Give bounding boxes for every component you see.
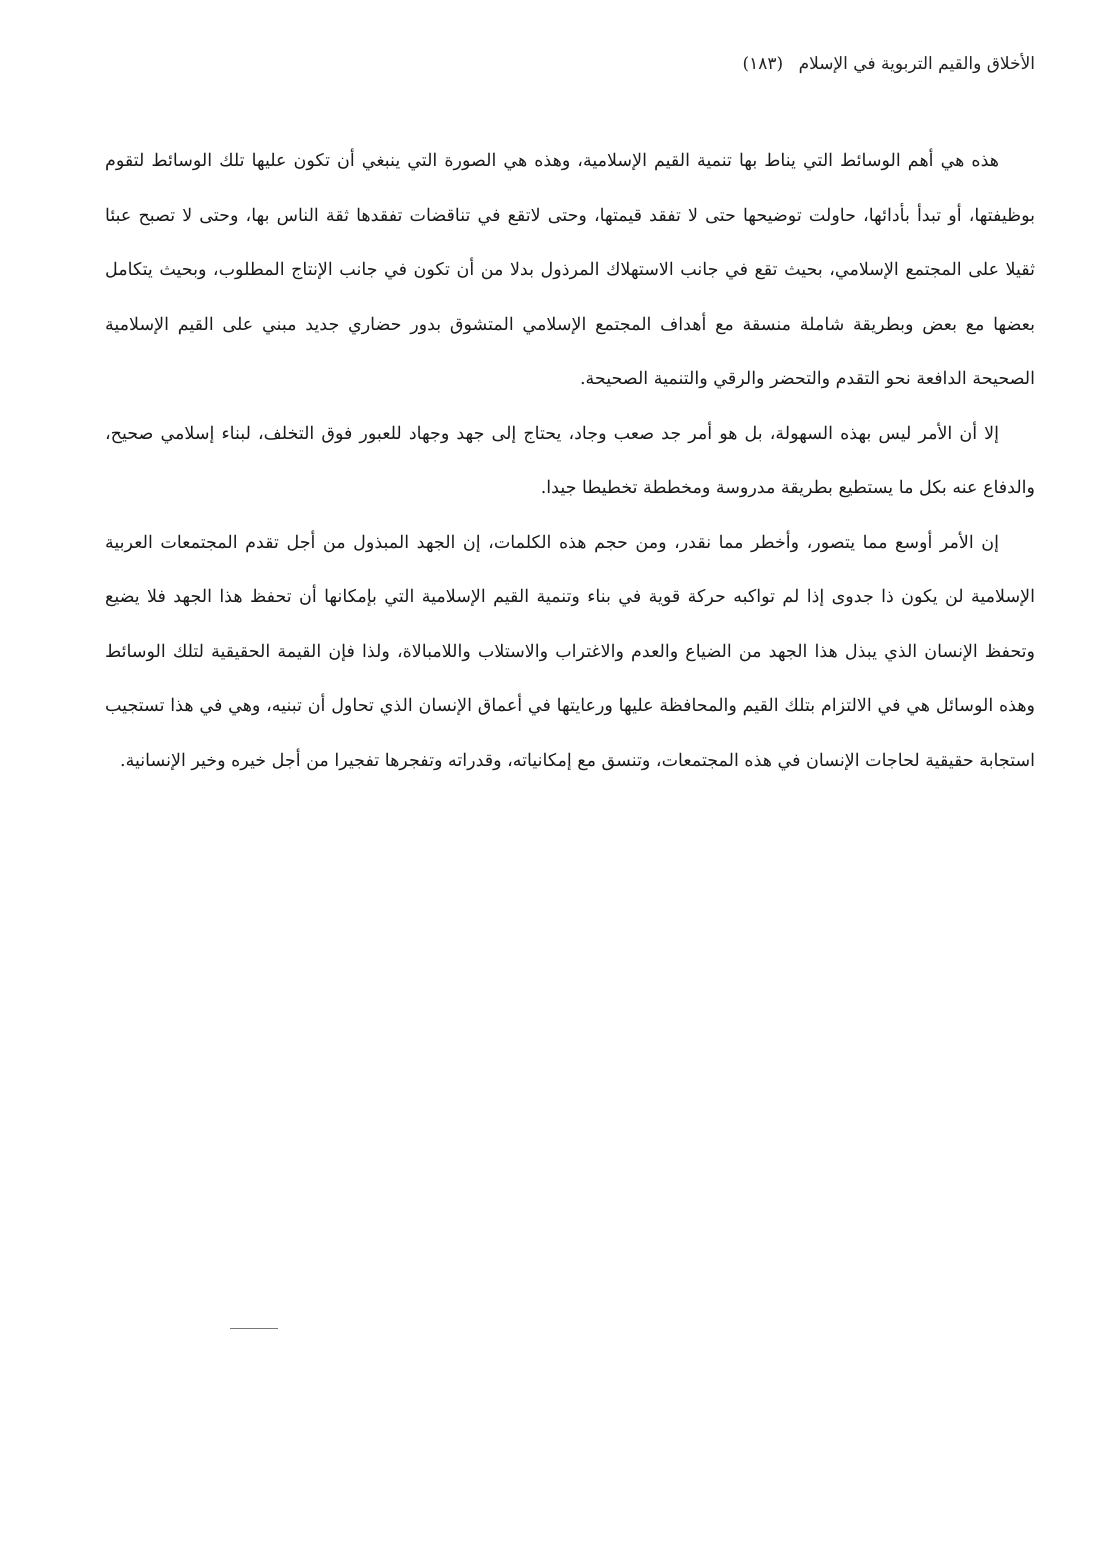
- paragraph-3: إن الأمر أوسع مما يتصور، وأخطر مما نقدر، ومن حجم هذه الكلمات، إن الجهد المبذول من أجل تقدم المجتمعات العربية الإسلامية لن يكون ذا جدوى إذا لم تواكبه حركة قوية في بناء وتنمية القيم الإسلامية التي بإمكانها أن تحفظ هذا الجهد فلا يضيع وتحفظ الإنسان الذي يبذل هذا الجهد من الضياع والعدم والاغتراب والاستلاب واللامبالاة، ولذا فإن القيمة الحقيقية لتلك الوسائط وهذه الوسائل هي في الالتزام بتلك القيم والمحافظة عليها ورعايتها في أعماق الإنسان الذي تحاول أن تبنيه، وهي في هذا تستجيب استجابة حقيقية لحاجات الإنسان في هذه المجتمعات، وتنسق مع إمكانياته، وقدراته وتفجرها تفجيرا من أجل خيره وخير الإنسانية.: [105, 532, 1035, 771]
- header-title: الأخلاق والقيم التربوية في الإسلام: [798, 54, 1035, 74]
- paragraph-2: إلا أن الأمر ليس بهذه السهولة، بل هو أمر جد صعب وجاد، يحتاج إلى جهد وجهاد للعبور فوق التخلف، لبناء إسلامي صحيح، والدفاع عنه بكل ما يستطيع بطريقة مدروسة ومخططة تخطيطا جيدا.: [105, 423, 1035, 498]
- body-text: [105, 134, 1035, 788]
- footer-rule: [230, 1328, 278, 1329]
- page-number: (١٨٣): [742, 54, 784, 74]
- paragraph-1: هذه هي أهم الوسائط التي يناط بها تنمية القيم الإسلامية، وهذه هي الصورة التي ينبغي أن تكون عليها تلك الوسائط لتقوم بوظيفتها، أو تبدأ بأدائها، حاولت توضيحها حتى لا تفقد قيمتها، وحتى لاتقع في تناقضات تفقدها ثقة الناس بها، وحتى لا تصبح عبئا ثقيلا على المجتمع الإسلامي، بحيث تقع في جانب الاستهلاك المرذول بدلا من أن تكون في جانب الإنتاج المطلوب، وبحيث يتكامل بعضها مع بعض وبطريقة شاملة منسقة مع أهداف المجتمع الإسلامي المتشوق بدور حضاري جديد مبني على القيم الإسلامية الصحيحة الدافعة نحو التقدم والتحضر والرقي والتنمية الصحيحة.: [105, 151, 1035, 389]
- running-header: [742, 52, 1035, 76]
